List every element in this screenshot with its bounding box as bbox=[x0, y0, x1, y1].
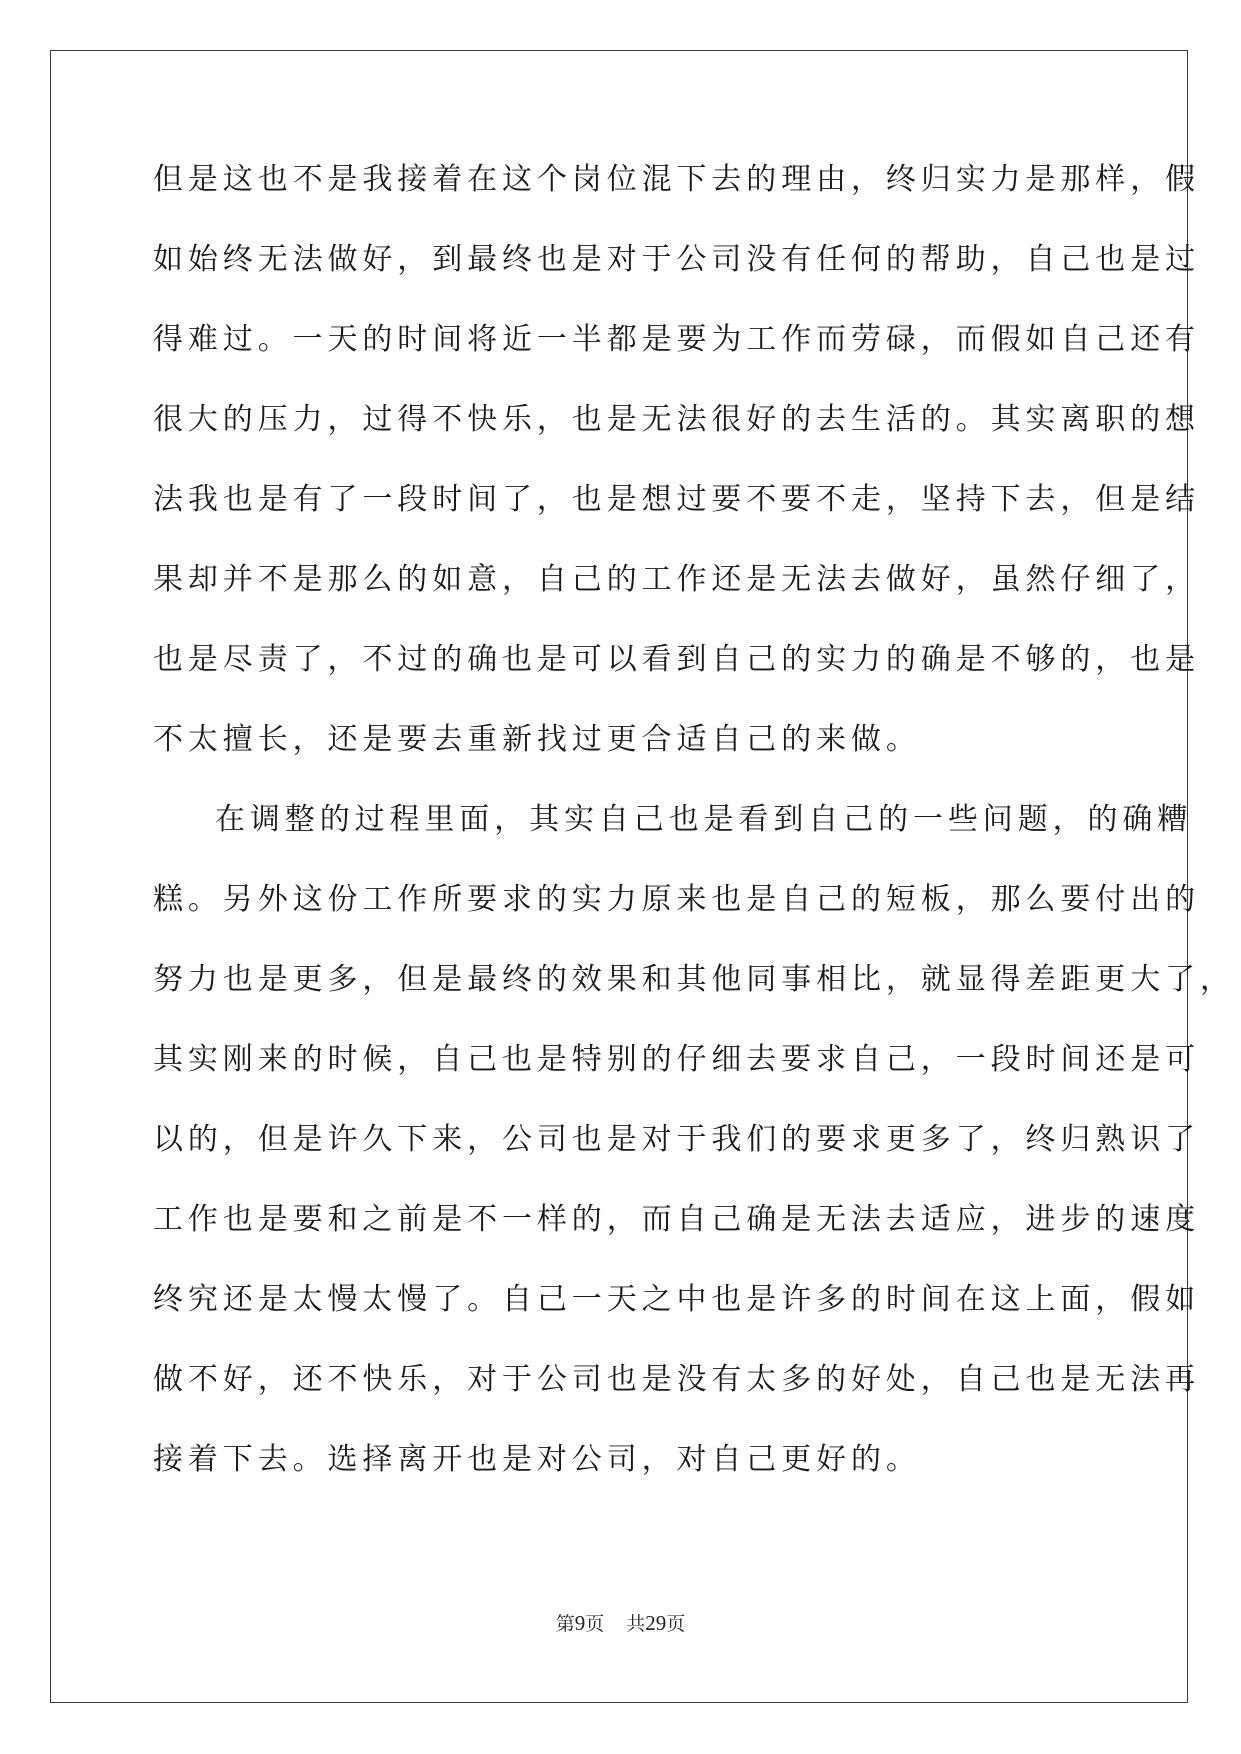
page-suffix: 页 bbox=[585, 1614, 605, 1635]
text-line: 努力也是更多，但是最终的效果和其他同事相比，就显得差距更大了， bbox=[153, 962, 1235, 997]
text-line: 但是这也不是我接着在这个岗位混下去的理由，终归实力是那样，假 bbox=[153, 162, 1200, 197]
body-text bbox=[153, 158, 1235, 1518]
total-prefix: 共 bbox=[626, 1614, 646, 1635]
text-line: 得难过。一天的时间将近一半都是要为工作而劳碌，而假如自己还有 bbox=[153, 322, 1200, 357]
text-line: 终究还是太慢太慢了。自己一天之中也是许多的时间在这上面，假如 bbox=[153, 1282, 1200, 1317]
text-line: 以的，但是许久下来，公司也是对于我们的要求更多了，终归熟识了 bbox=[153, 1122, 1200, 1157]
text-line: 不太擅长，还是要去重新找过更合适自己的来做。 bbox=[153, 722, 921, 757]
page-footer bbox=[0, 1609, 1241, 1636]
text-line: 很大的压力，过得不快乐，也是无法很好的去生活的。其实离职的想 bbox=[153, 402, 1200, 437]
total-pages: 29 bbox=[645, 1611, 667, 1635]
text-line: 做不好，还不快乐，对于公司也是没有太多的好处，自己也是无法再 bbox=[153, 1362, 1200, 1397]
paragraph-start-line: 在调整的过程里面，其实自己也是看到自己的一些问题，的确糟 bbox=[215, 802, 1193, 837]
total-suffix: 页 bbox=[666, 1614, 686, 1635]
text-line: 糕。另外这份工作所要求的实力原来也是自己的短板，那么要付出的 bbox=[153, 882, 1200, 917]
text-line: 果却并不是那么的如意，自己的工作还是无法去做好，虽然仔细了， bbox=[153, 562, 1200, 597]
text-line: 工作也是要和之前是不一样的，而自己确是无法去适应，进步的速度 bbox=[153, 1202, 1200, 1237]
text-line: 接着下去。选择离开也是对公司，对自己更好的。 bbox=[153, 1442, 921, 1477]
page-number: 9 bbox=[574, 1611, 586, 1635]
page-prefix: 第 bbox=[555, 1614, 575, 1635]
text-line: 也是尽责了，不过的确也是可以看到自己的实力的确是不够的，也是 bbox=[153, 642, 1200, 677]
text-line: 法我也是有了一段时间了，也是想过要不要不走，坚持下去，但是结 bbox=[153, 482, 1200, 517]
text-line: 如始终无法做好，到最终也是对于公司没有任何的帮助，自己也是过 bbox=[153, 242, 1200, 277]
text-line: 其实刚来的时候，自己也是特别的仔细去要求自己，一段时间还是可 bbox=[153, 1042, 1200, 1077]
